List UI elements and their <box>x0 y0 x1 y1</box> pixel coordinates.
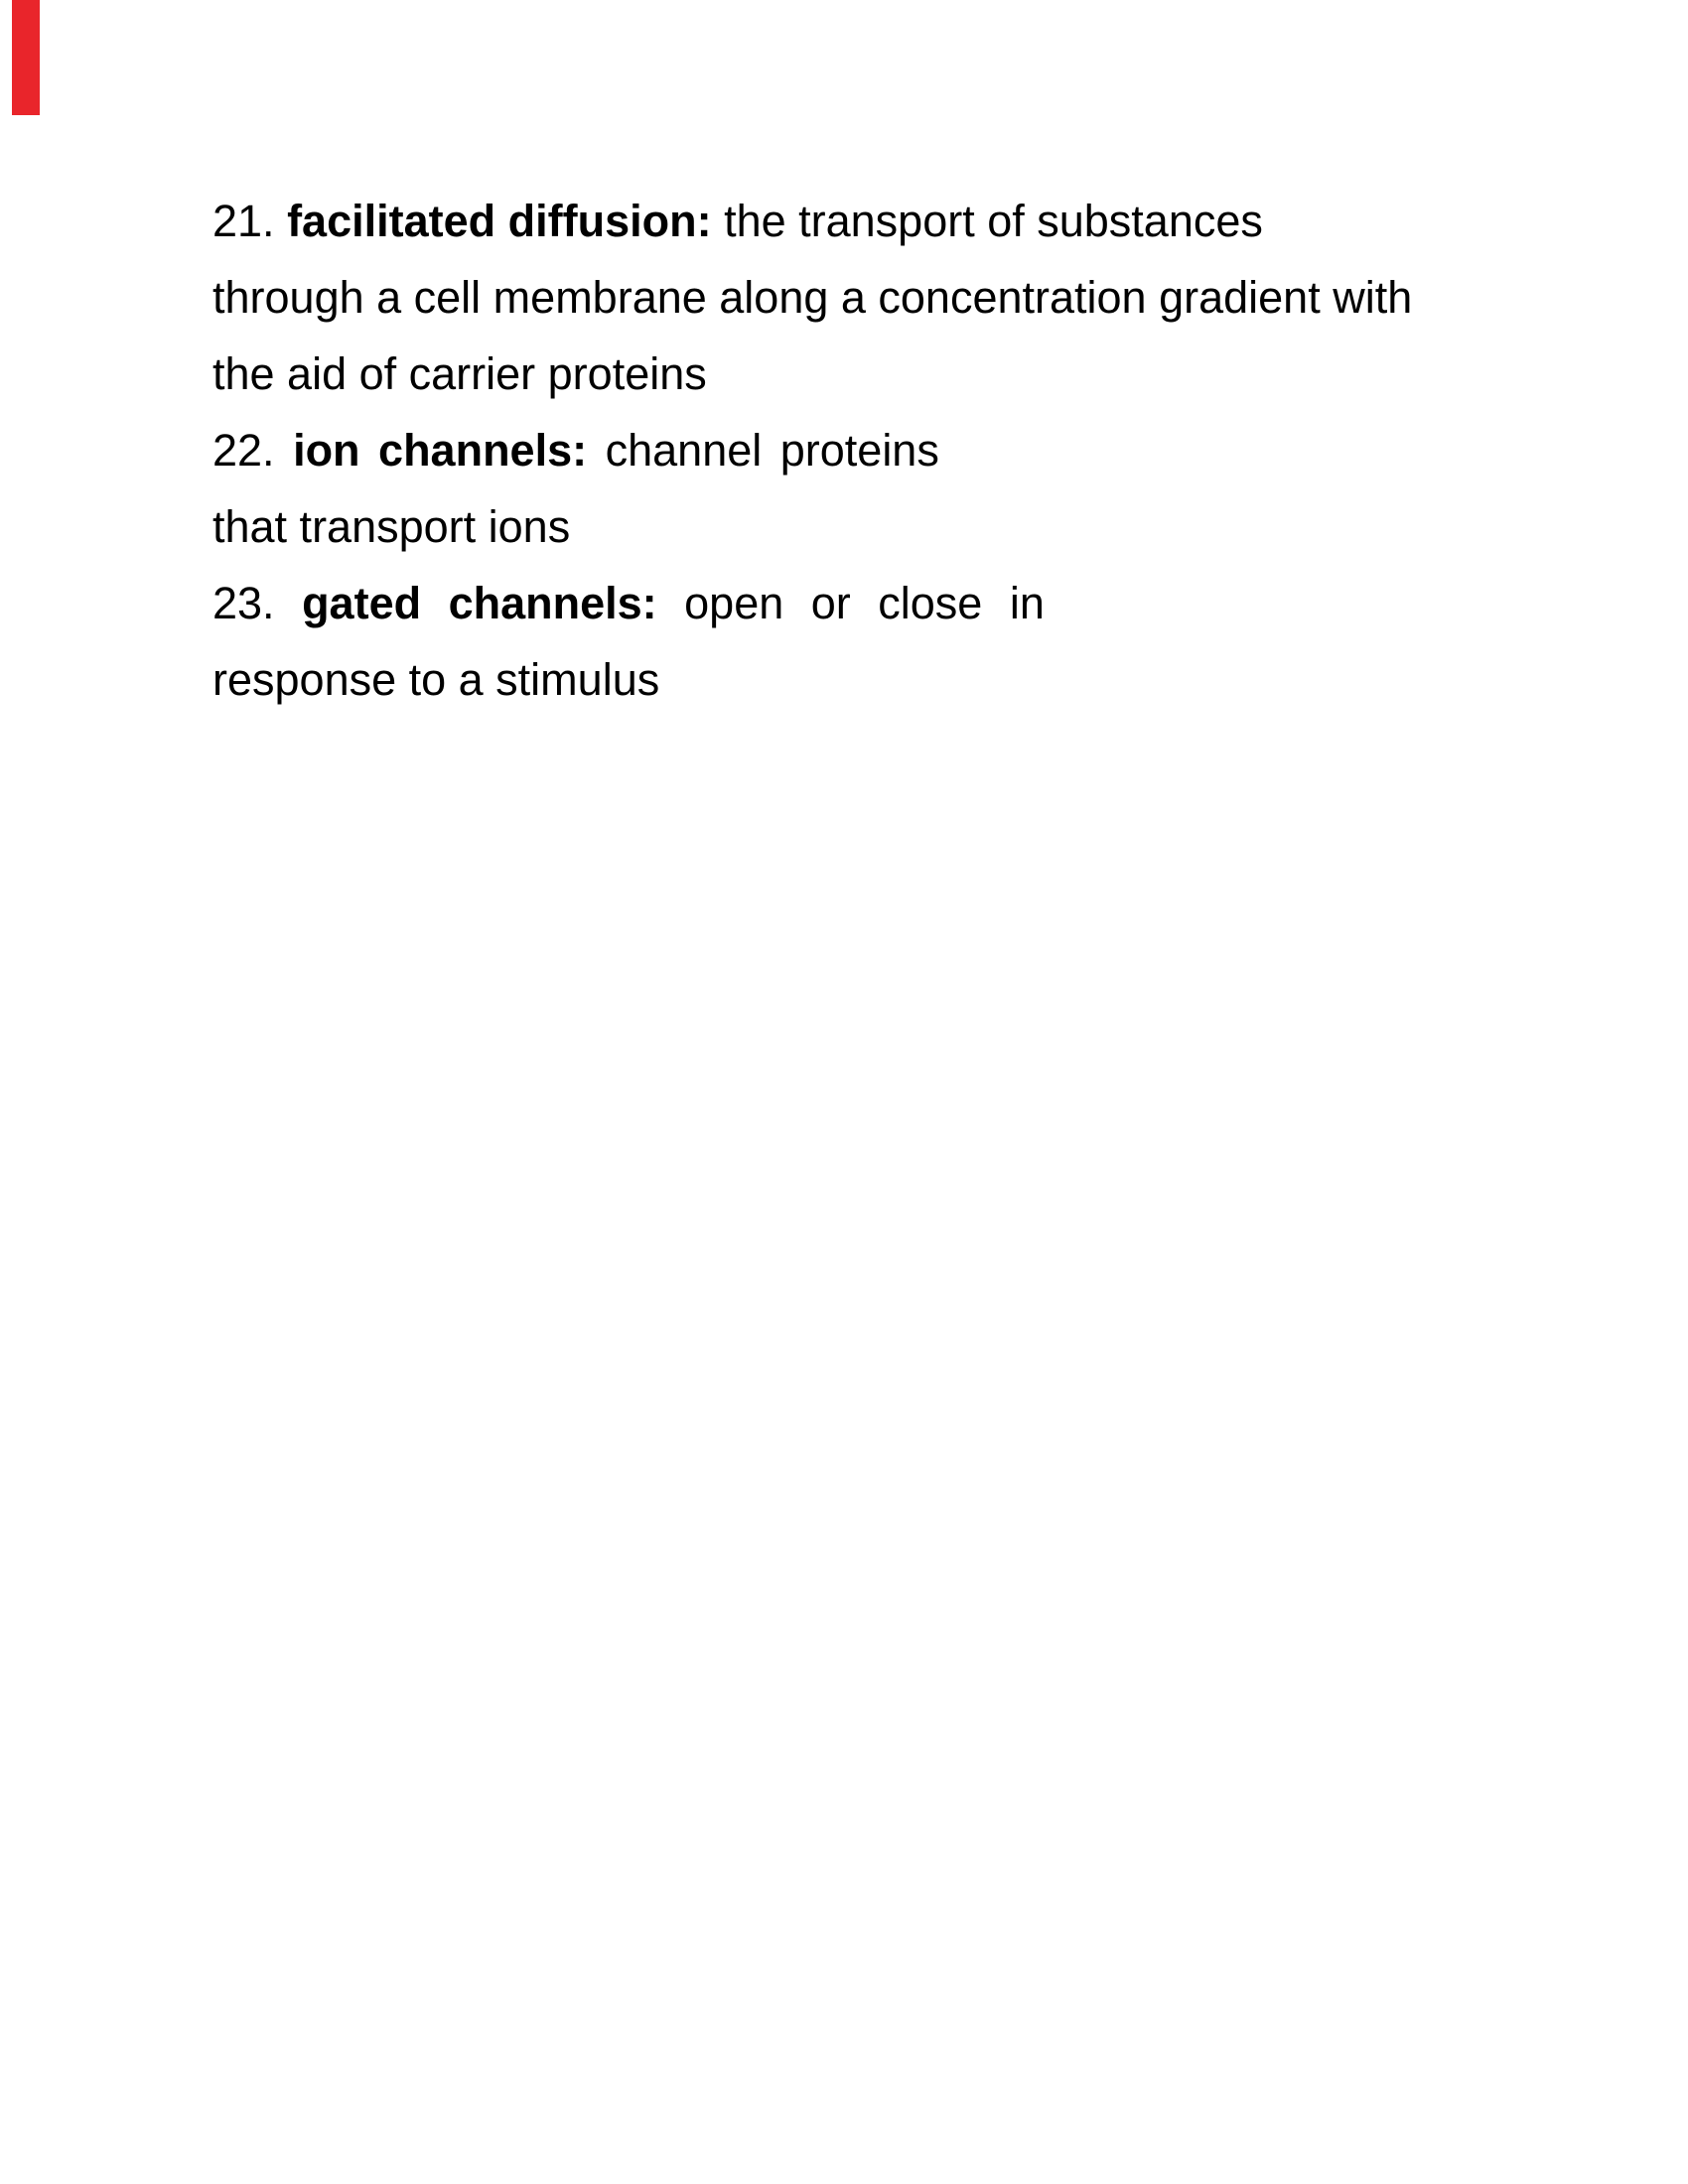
entry-definition-text: that transport ions <box>212 501 571 552</box>
entry-definition-text: open or close in <box>656 578 1045 628</box>
entry-definition-text: channel proteins <box>587 425 939 476</box>
entry-number: 23. <box>212 578 303 628</box>
definition-line-23-2 <box>212 641 1412 718</box>
entry-definition-text: the aid of carrier proteins <box>212 348 707 399</box>
entry-term: facilitated diffusion: <box>287 196 712 246</box>
entry-definition-text: the transport of substances <box>711 196 1263 246</box>
notes-text-block <box>212 183 1412 718</box>
entry-term: ion channels: <box>293 425 588 476</box>
entry-number: 21. <box>212 196 288 246</box>
definition-line-21-2 <box>212 259 1412 336</box>
definition-line-21-3 <box>212 336 1412 412</box>
entry-definition-text: through a cell membrane along a concentration gradient with <box>212 272 1413 323</box>
definition-line-22-1 <box>212 412 1412 488</box>
entry-term: gated channels: <box>302 578 657 628</box>
entry-definition-text: response to a stimulus <box>212 654 660 705</box>
definition-line-21-1 <box>212 183 1412 259</box>
definition-line-22-2 <box>212 488 1412 565</box>
entry-number: 22. <box>212 425 294 476</box>
red-bookmark-marker <box>12 0 40 115</box>
definition-line-23-1 <box>212 565 1412 641</box>
